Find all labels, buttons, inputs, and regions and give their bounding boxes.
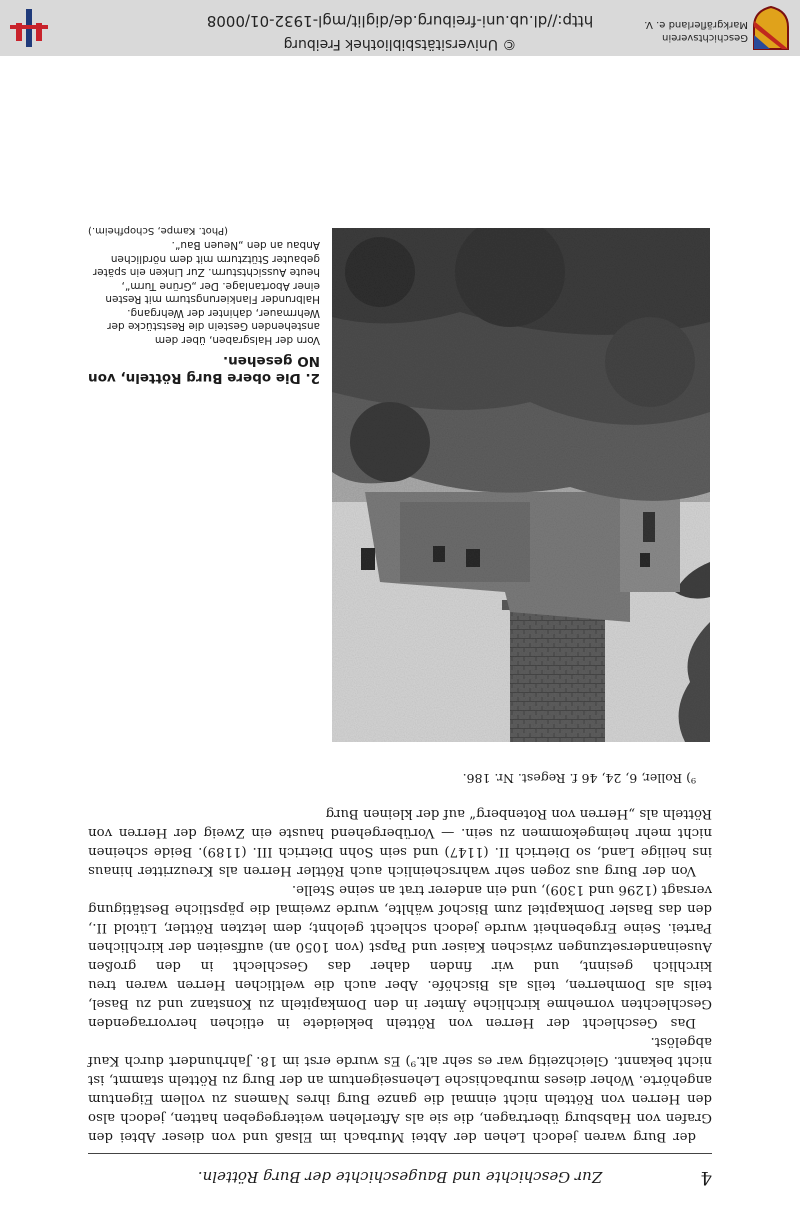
copyright-notice: © Universitätsbibliothek Freiburg bbox=[283, 36, 517, 52]
photo-credit: (Phot. Kampe, Schopfheim.) bbox=[88, 225, 229, 236]
permalink[interactable]: http://dl.ub.uni-freiburg.de/diglit/mgl-1932-01/0008 bbox=[206, 12, 594, 30]
footer-bar bbox=[0, 0, 800, 56]
body-text bbox=[88, 804, 712, 1146]
running-title: Zur Geschichte und Baugeschichte der Burg Rötteln. bbox=[197, 1168, 603, 1186]
figure-title: 2. Die obere Burg Rötteln, von NO gesehen. bbox=[88, 353, 320, 386]
castle-photo bbox=[332, 228, 710, 742]
footnote: ⁹) Roller, 6, 24, 46 f. Regest. Nr. 186. bbox=[462, 771, 696, 786]
paragraph: Von der Burg aus zogen sehr wahrscheinlich auch Röttler Herren als Kreuzritter hinaus ins heilige Land, so Dietrich II. (1147) und sein Sohn Dietrich III. (1189). Beide scheinen nicht mehr heimgekommen zu sein. — Vorübergehend hauste ein Zweig der Herren von Rötteln als „Herren von Rotenberg“ auf der kleinen Burg bbox=[88, 806, 712, 878]
figure-caption bbox=[88, 225, 320, 386]
paragraph: Das Geschlecht der Herren von Rötteln bekleidete in etlichen hervorragenden Geschlechten vornehme kirchliche Ämter in den Domkapiteln zu Konstanz und zu Basel, teils als Domherren, teils als Bischöfe. Aber auch die weltlichen Herren waren treu kirchlich gesinnt, und wir finden daher das Geschlecht in den großen Auseinandersetzungen zwischen Kaiser und Papst (von 1050 an) auffseiten der kirchlichen Partei. Seine Ergebenheit wurde jedoch schlecht gelohnt; dem letzten Röttler, Lütold II., den das Basler Domkapitel zum Bischof wählte, wurde zweimal die päpstliche Bestätigung versagt (1296 und 1309), und ein anderer trat an seine Stelle. bbox=[88, 882, 712, 1030]
society-line: Markgräflerland e. V. bbox=[644, 19, 748, 30]
paragraph: der Burg waren jedoch Lehen der Abtei Murbach im Elsaß und von dieser Abtei den Grafen von Habsburg übertragen, die sie als Afterlehen weitergegeben hatten, jedoch also den Herren von Rötteln nicht einmal die ganze Burg ihres Namens zu vollem Eigentum angehörte. Woher dieses murbachische Lehenseigentum an der Burg zu Rötteln stammt, ist nicht bekannt. Gleichzeitig war es sehr alt.⁹) Es wurde erst im 18. Jahrhundert durch Kauf abgelöst. bbox=[88, 1034, 712, 1144]
header-rule bbox=[88, 1153, 712, 1154]
society-line: Geschichtsverein bbox=[662, 32, 748, 43]
page-header bbox=[88, 1164, 712, 1188]
figure-caption-text: Vorn der Halsgraben, über dem anstehenden Gestein die Reststücke der Wehrmauer, dahinter der Wehrgang. Halbrunder Flankierungsturm mit Resten einer Abortanlage. Der „Grüne Turm“, heute Aussichtsturm. Zur Linken ein später gebauter Stützturm mit dem nördlichen Anbau an den „Neuen Bau“. bbox=[92, 239, 320, 346]
page-number: 4 bbox=[700, 1167, 712, 1188]
ub-freiburg-logo-icon bbox=[10, 9, 48, 47]
